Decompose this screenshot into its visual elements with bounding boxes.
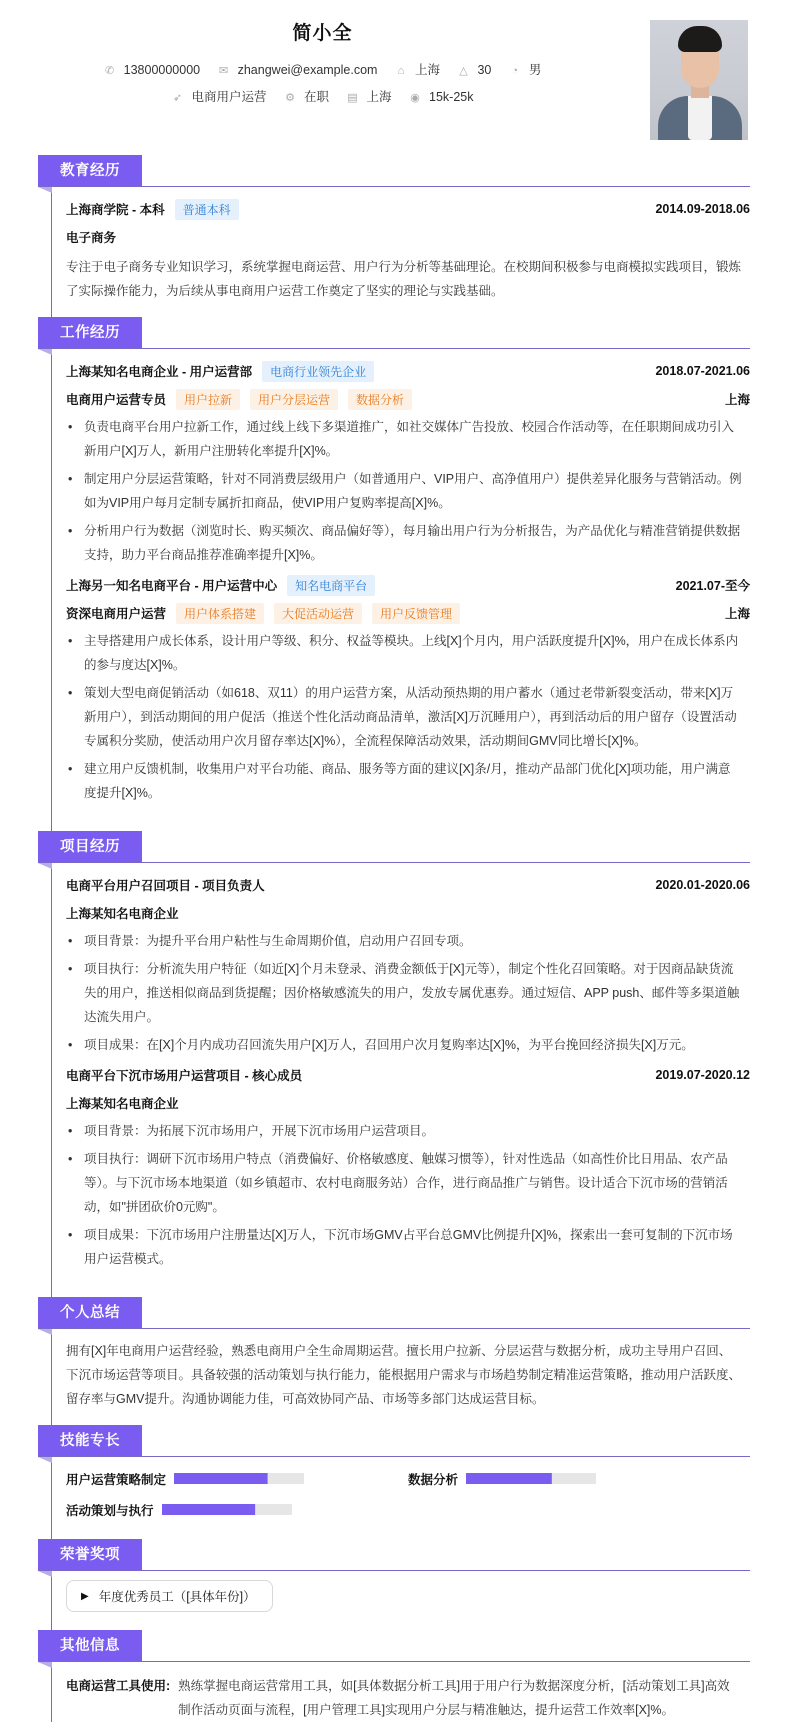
job-bullet: • 制定用户分层运营策略，针对不同消费层级用户（如普通用户、VIP用户、高净值用户）提供差异化服务与营销活动。例如为VIP用户每月定制专属折扣商品，使VIP用户复购率提高[X]%。	[66, 467, 750, 515]
education-section	[38, 155, 750, 303]
skill-bar	[174, 1473, 304, 1484]
summary-text: 拥有[X]年电商用户运营经验，熟悉电商用户全生命周期运营。擅长用户拉新、分层运营与数据分析，成功主导用户召回、下沉市场运营等项目。具备较强的活动策划与执行能力，能根据用户需求与市场趋势制定精准运营策略，推动用户活跃度、留存率与GMV提升。沟通协调能力佳，可高效协同产品、市场等多部门达成运营目标。	[66, 1344, 742, 1406]
education-date: 2014.09-2018.06	[655, 202, 750, 216]
skill-tag: 用户反馈管理	[372, 603, 460, 624]
skill-tag: 用户分层运营	[250, 389, 338, 410]
section-title: 个人总结	[38, 1297, 142, 1329]
company-name: 上海另一知名电商平台 - 用户运营中心	[66, 579, 278, 593]
section-title: 荣誉奖项	[38, 1539, 142, 1571]
company-tag: 知名电商平台	[287, 575, 375, 596]
project-bullet: • 项目背景：为拓展下沉市场用户，开展下沉市场用户运营项目。	[66, 1119, 750, 1143]
skill-tag: 数据分析	[348, 389, 412, 410]
project-bullet: • 项目成果：下沉市场用户注册量达[X]万人，下沉市场GMV占平台总GMV比例提升[X]%，探索出一套可复制的下沉市场用户运营模式。	[66, 1223, 750, 1271]
email-info: ✉ zhangwei@example.com	[219, 63, 378, 77]
section-title: 项目经历	[38, 831, 142, 863]
project-bullet: • 项目执行：调研下沉市场用户特点（消费偏好、价格敏感度、触媒习惯等），针对性选品（如高性价比日用品、农产品等）。与下沉市场本地渠道（如乡镇超市、农村电商服务站）合作，进行商品推广与销售。设计适合下沉市场的营销活动，如"拼团砍价0元购"。	[66, 1147, 750, 1219]
job-date: 2021.07-至今	[675, 579, 750, 593]
resume-header	[0, 0, 794, 150]
project-company: 上海某知名电商企业	[66, 1097, 179, 1111]
skill-label: 活动策划与执行	[66, 1503, 154, 1518]
job-intent-row	[0, 87, 645, 105]
job-position: 资深电商用户运营	[66, 607, 167, 621]
section-title: 教育经历	[38, 155, 142, 187]
company-name: 上海某知名电商企业 - 用户运营部	[66, 365, 253, 379]
section-title: 其他信息	[38, 1630, 142, 1662]
job-bullet: • 主导搭建用户成长体系，设计用户等级、积分、权益等模块。上线[X]个月内，用户活跃度提升[X]%，用户在成长体系内的参与度达[X]%。	[66, 629, 750, 677]
skill-item	[408, 1463, 750, 1494]
award-item[interactable]	[66, 1580, 273, 1612]
job-bullet: • 策划大型电商促销活动（如618、双11）的用户运营方案，从活动预热期的用户蓄水（通过老带新裂变活动，带来[X]万新用户），到活动期间的用户促活（推送个性化活动商品清单，激活[X]万沉睡用户），再到活动后的用户留存（设置活动专属积分奖励，使活动用户次月留存率达[X]%），全流程保障活动效果，活动期间GMV同比增长[X]%。	[66, 681, 750, 753]
skill-label: 数据分析	[408, 1472, 459, 1487]
salary-info: ◉ 15k-25k	[410, 90, 474, 104]
award-label: 年度优秀员工（[具体年份]）	[98, 1590, 256, 1604]
project-name: 电商平台下沉市场用户运营项目 - 核心成员	[66, 1069, 303, 1083]
profile-photo	[650, 20, 748, 140]
other-text: 熟练掌握电商运营常用工具，如[具体数据分析工具]用于用户行为数据深度分析，[活动策划工具]高效制作活动页面与流程，[用户管理工具]实现用户分层与精准触达，提升运营工作效率[X]%。	[178, 1679, 730, 1717]
education-description: 专注于电子商务专业知识学习，系统掌握电商运营、用户行为分析等基础理论。在校期间积极参与电商模拟实践项目，锻炼了实际操作能力，为后续从事电商用户运营工作奠定了坚实的理论与实践基础。	[66, 260, 742, 298]
honors-section	[38, 1539, 750, 1612]
major: 电子商务	[66, 231, 117, 245]
gender-icon: ◔	[511, 65, 519, 77]
target-position-info: ➶ 电商用户运营	[172, 90, 267, 104]
skill-bar	[466, 1473, 596, 1484]
building-icon: ▤	[347, 92, 358, 104]
project-entry	[66, 1061, 750, 1271]
age-icon: △	[459, 65, 468, 77]
work-section	[38, 317, 750, 805]
job-bullet: • 建立用户反馈机制，收集用户对平台功能、商品、服务等方面的建议[X]条/月，推动产品部门优化[X]项功能，用户满意度提升[X]%。	[66, 757, 750, 805]
skills-section	[38, 1425, 750, 1525]
school-tag: 普通本科	[175, 199, 239, 220]
project-bullet: • 项目成果：在[X]个月内成功召回流失用户[X]万人，召回用户次月复购率达[X]%，为平台挽回经济损失[X]万元。	[66, 1033, 750, 1057]
mail-icon: ✉	[219, 65, 229, 77]
other-label: 电商运营工具使用:	[66, 1679, 171, 1693]
status-icon: ⚙	[285, 92, 295, 104]
phone-info: ✆ 13800000000	[105, 63, 201, 77]
school-name: 上海商学院 - 本科	[66, 203, 165, 217]
job-position: 电商用户运营专员	[66, 393, 167, 407]
salary-icon: ◉	[410, 92, 420, 104]
projects-section	[38, 831, 750, 1271]
target-city-info: ▤ 上海	[347, 90, 392, 104]
skill-tag: 用户拉新	[176, 389, 240, 410]
job-status-info: ⚙ 在职	[285, 90, 330, 104]
age-info: △ 30	[459, 63, 492, 77]
job-date: 2018.07-2021.06	[655, 364, 750, 378]
job-bullet: • 负责电商平台用户拉新工作，通过线上线下多渠道推广，如社交媒体广告投放、校园合作活动等，在任职期间成功引入新用户[X]万人，新用户注册转化率提升[X]%。	[66, 415, 750, 463]
project-bullet: • 项目背景：为提升平台用户粘性与生命周期价值，启动用户召回专项。	[66, 929, 750, 953]
section-title: 技能专长	[38, 1425, 142, 1457]
job-location: 上海	[724, 607, 750, 621]
project-bullet: • 项目执行：分析流失用户特征（如近[X]个月未登录、消费金额低于[X]元等），制定个性化召回策略。对于因商品缺货流失的用户，推送相似商品到货提醒；因价格敏感流失的用户，发放专属优惠券。通过短信、APP push、邮件等多渠道触达流失用户。	[66, 957, 750, 1029]
job-target-icon: ➶	[172, 92, 183, 104]
section-title: 工作经历	[38, 317, 142, 349]
triangle-right-icon: ▶	[81, 1590, 89, 1602]
company-tag: 电商行业领先企业	[262, 361, 374, 382]
home-icon: ⌂	[397, 65, 405, 77]
skill-bar	[162, 1504, 292, 1515]
project-date: 2019.07-2020.12	[655, 1068, 750, 1082]
job-entry	[66, 357, 750, 567]
skill-item	[66, 1494, 408, 1525]
project-date: 2020.01-2020.06	[655, 878, 750, 892]
skill-tag: 大促活动运营	[274, 603, 362, 624]
project-entry	[66, 871, 750, 1057]
job-location: 上海	[724, 393, 750, 407]
candidate-name: 简小全	[292, 23, 353, 44]
job-entry	[66, 571, 750, 805]
summary-section	[38, 1297, 750, 1411]
skill-item	[66, 1463, 408, 1494]
job-bullet: • 分析用户行为数据（浏览时长、购买频次、商品偏好等），每月输出用户行为分析报告，为产品优化与精准营销提供数据支持，助力平台商品推荐准确率提升[X]%。	[66, 519, 750, 567]
gender-info: ◔ 男	[509, 60, 542, 78]
contact-info-row	[0, 60, 645, 78]
skill-label: 用户运营策略制定	[66, 1472, 167, 1487]
phone-icon: ✆	[105, 65, 115, 77]
project-company: 上海某知名电商企业	[66, 907, 179, 921]
skill-tag: 用户体系搭建	[176, 603, 264, 624]
location-info: ⌂ 上海	[395, 60, 440, 78]
other-section	[38, 1630, 750, 1722]
project-name: 电商平台用户召回项目 - 项目负责人	[66, 879, 265, 893]
